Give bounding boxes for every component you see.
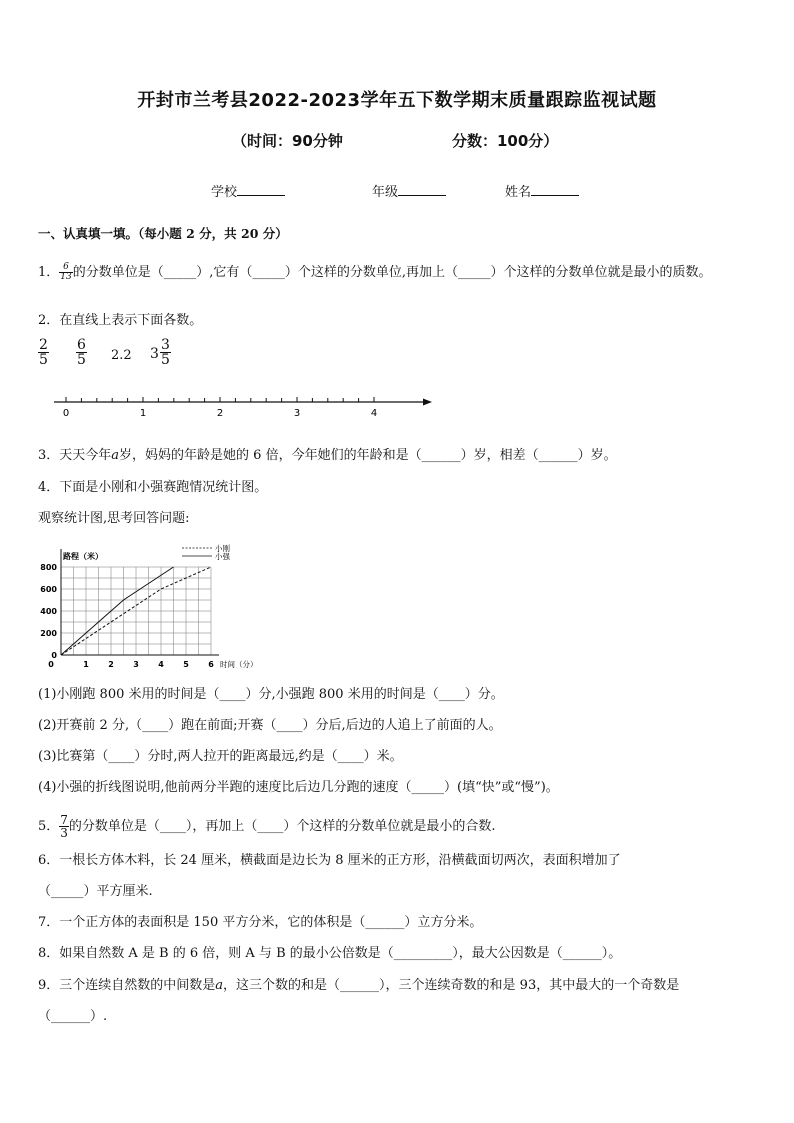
chart-y-tick-label: 600 xyxy=(40,585,57,594)
q1-fraction xyxy=(59,263,72,282)
q1-number: 1． xyxy=(38,265,60,280)
exam-score: 分数：100分） xyxy=(452,132,559,150)
section-heading: 一、认真填一填。（每小题 2 分，共 20 分） xyxy=(38,226,288,241)
q5-text: 的分数单位是（____），再加上（____）个这样的分数单位就是最小的合数. xyxy=(68,819,496,834)
question-2: 2．在直线上表示下面各数。 xyxy=(38,313,203,328)
number-line-label: 3 xyxy=(293,408,301,419)
question-9-line-2: （______）. xyxy=(38,1009,108,1024)
q5-fraction xyxy=(59,814,69,839)
q2-n4-den: 5 xyxy=(161,352,170,368)
q4-sub-1: (1)小刚跑 800 米用的时间是（____）分,小强跑 800 米用的时间是（____）分。 xyxy=(38,687,504,702)
school-field xyxy=(211,181,285,200)
question-1 xyxy=(38,263,712,282)
name-label: 姓名 xyxy=(505,185,532,200)
grade-field xyxy=(372,181,446,200)
q5-numerator: 7 xyxy=(60,813,68,827)
number-line-arrow xyxy=(423,399,432,406)
chart-y-tick-label: 400 xyxy=(40,607,57,616)
q4-observe: 观察统计图,思考回答问题: xyxy=(38,511,190,526)
question-6-line-2: （_____）平方厘米. xyxy=(38,884,153,899)
number-line-label: 0 xyxy=(62,408,70,419)
q9-variable: a xyxy=(215,978,224,993)
q9-text-end: ，这三个数的和是（______），三个连续奇数的和是 93，其中最大的一个奇数是 xyxy=(223,978,680,993)
q2-number-2 xyxy=(76,338,87,367)
q2-numbers xyxy=(38,338,198,378)
q4-sub-4: (4)小强的折线图说明,他前两分半跑的速度比后边几分跑的速度（_____）(填“快”或“慢”)。 xyxy=(38,780,559,795)
number-line-label: 2 xyxy=(216,408,224,419)
chart-x-tick-label: 6 xyxy=(208,660,214,669)
q4-sub-2: (2)开赛前 2 分,（____）跑在前面;开赛（____）分后,后边的人追上了前面的人。 xyxy=(38,718,502,733)
question-5 xyxy=(38,814,496,839)
number-line-label: 4 xyxy=(370,408,378,419)
question-7: 7．一个正方体的表面积是 150 平方分米，它的体积是（______）立方分米。 xyxy=(38,915,483,930)
number-line xyxy=(48,392,438,422)
q2-number-1 xyxy=(38,338,49,367)
q1-text: 的分数单位是（_____）,它有（_____）个这样的分数单位,再加上（_____）个这样的分数单位就是最小的质数。 xyxy=(72,265,712,280)
question-8: 8．如果自然数 A 是 B 的 6 倍，则 A 与 B 的最小公倍数是（_________），最大公因数是（______）。 xyxy=(38,946,622,961)
chart-x-axis-label: 时间（分） xyxy=(220,660,258,669)
q2-number-4 xyxy=(160,338,171,367)
chart-x-tick-label: 5 xyxy=(183,660,189,669)
grade-blank xyxy=(398,184,446,196)
q3-variable: a xyxy=(111,448,120,463)
name-field xyxy=(505,181,579,200)
q2-number-4-whole: 3 xyxy=(150,346,159,362)
q2-n2-den: 5 xyxy=(77,352,86,368)
race-chart xyxy=(32,541,272,671)
q2-n1-num: 2 xyxy=(39,337,48,353)
number-line-label: 1 xyxy=(139,408,147,419)
q2-n4-num: 3 xyxy=(161,337,170,353)
chart-y-tick-label: 0 xyxy=(51,651,57,660)
chart-x-tick-label: 2 xyxy=(108,660,114,669)
chart-x-tick-label: 1 xyxy=(83,660,89,669)
chart-legend-label: 小强 xyxy=(215,552,230,561)
exam-time: （时间：90分钟 xyxy=(232,132,343,150)
q3-text-start: 3．天天今年 xyxy=(38,448,112,463)
name-blank xyxy=(531,184,579,196)
page-title: 开封市兰考县2022-2023学年五下数学期末质量跟踪监视试题 xyxy=(137,90,657,111)
q9-text-start: 9．三个连续自然数的中间数是 xyxy=(38,978,216,993)
chart-legend-label: 小刚 xyxy=(215,544,230,553)
chart-y-axis-label: 路程（米） xyxy=(63,552,103,561)
q3-text-end: 岁，妈妈的年龄是她的 6 倍，今年她们的年龄和是（______）岁，相差（______）岁。 xyxy=(119,448,617,463)
q1-numerator: 6 xyxy=(59,263,72,273)
q1-denominator: 13 xyxy=(60,272,72,282)
q2-number-3: 2.2 xyxy=(111,348,132,363)
q4-sub-3: (3)比赛第（____）分时,两人拉开的距离最远,约是（____）米。 xyxy=(38,749,403,764)
question-4: 4．下面是小刚和小强赛跑情况统计图。 xyxy=(38,480,268,495)
chart-x-tick-label: 0 xyxy=(48,660,54,669)
school-blank xyxy=(237,184,285,196)
question-6: 6．一根长方体木料，长 24 厘米，横截面是边长为 8 厘米的正方形，沿横截面切两次，表面积增加了 xyxy=(38,853,621,868)
question-3 xyxy=(38,447,617,465)
question-9 xyxy=(38,977,679,995)
q5-number: 5． xyxy=(38,819,60,834)
q2-n2-num: 6 xyxy=(77,337,86,353)
q2-n1-den: 5 xyxy=(39,352,48,368)
chart-x-tick-label: 3 xyxy=(133,660,139,669)
school-label: 学校 xyxy=(211,185,238,200)
q5-denominator: 3 xyxy=(60,826,68,840)
chart-y-tick-label: 200 xyxy=(40,629,57,638)
grade-label: 年级 xyxy=(372,185,399,200)
chart-x-tick-label: 4 xyxy=(158,660,164,669)
chart-y-tick-label: 800 xyxy=(40,563,57,572)
